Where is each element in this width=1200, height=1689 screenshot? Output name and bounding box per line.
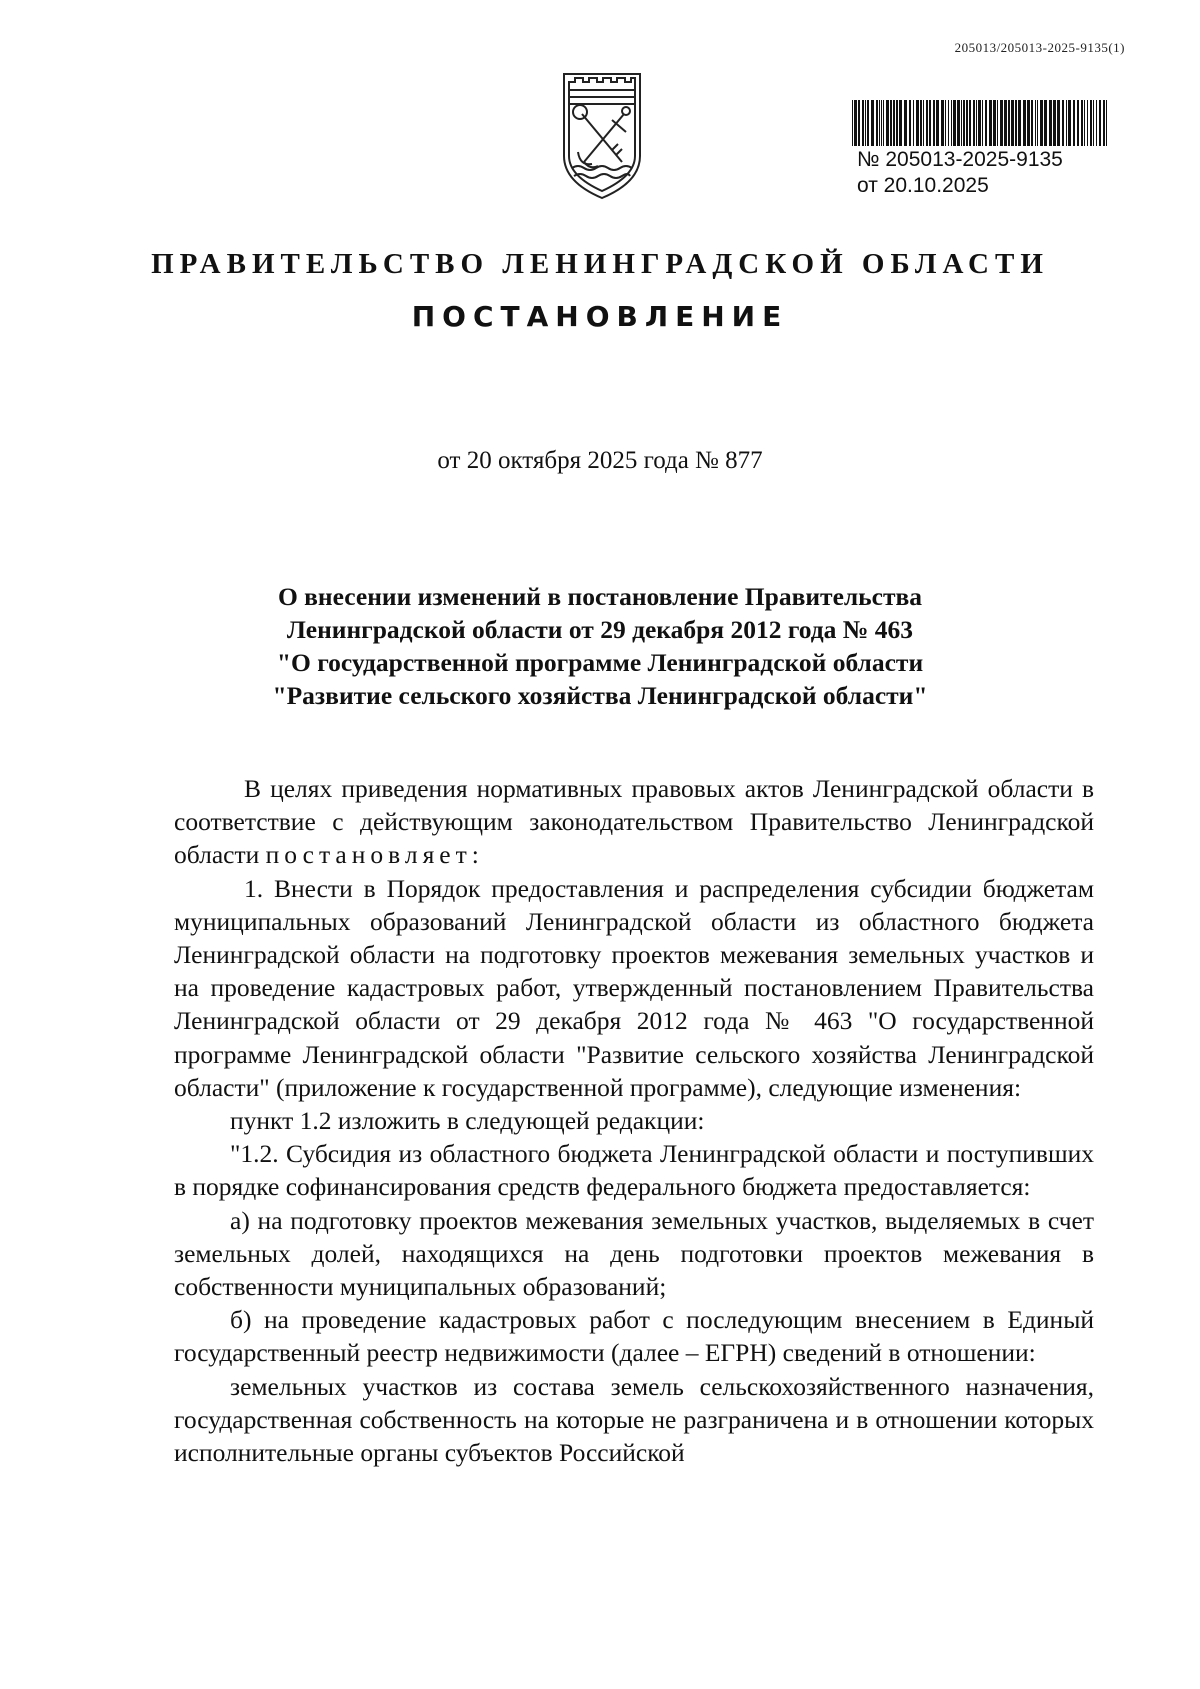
barcode-bar (985, 100, 987, 146)
barcode-bar (1073, 100, 1075, 146)
document-type: ПОСТАНОВЛЕНИЕ (411, 300, 789, 333)
barcode-bar (961, 100, 962, 146)
barcode-bar (963, 100, 965, 146)
barcode-bar (904, 100, 907, 146)
subject-line: Ленинградской области от 29 декабря 2012 года № 463 (286, 615, 914, 644)
barcode-bar (1084, 100, 1085, 146)
barcode-bar (916, 100, 919, 146)
barcode-bar (893, 100, 895, 146)
barcode-bar (989, 100, 992, 146)
barcode-bar (1093, 100, 1094, 146)
subject-line: "Развитие сельского хозяйства Ленинградской области" (272, 681, 928, 710)
barcode-bar (953, 100, 956, 146)
barcode-bar (948, 100, 949, 146)
barcode-bar (1081, 100, 1083, 146)
clause-b-1-paragraph: земельных участков из состава земель сельскохозяйственного назначения, государственная собственность на которые не разграничена и в отношении которых исполнительные органы субъектов Российской (174, 1371, 1094, 1468)
barcode-bar (913, 100, 914, 146)
clause-b-paragraph: б) на проведение кадастровых работ с последующим внесением в Единый государственный реестр недвижимости (далее – ЕГРН) сведений в отношении: (174, 1305, 1094, 1368)
barcode-bar (1062, 100, 1064, 146)
barcode-icon (850, 100, 1112, 146)
barcode-bar (1011, 100, 1014, 146)
barcode-bar (881, 100, 882, 146)
registration-date: от 20.10.2025 (857, 174, 989, 197)
barcode-bar (1044, 100, 1047, 146)
barcode-bar (1015, 100, 1017, 146)
preamble-text: В целях приведения нормативных правовых актов Ленинградской области в соответствие с действующим законодательством Правительство Ленинградской области (174, 774, 1094, 870)
document-body (174, 772, 1094, 1469)
barcode-bar (941, 100, 944, 146)
barcode-bar (997, 100, 998, 146)
barcode-bar (876, 100, 878, 146)
barcode-bar (852, 100, 853, 146)
barcode-bar (865, 100, 866, 146)
barcode-bar (1000, 100, 1003, 146)
barcode-bar (966, 100, 968, 146)
barcode-bar (1066, 100, 1067, 146)
registration-id: 205013/205013-2025-9135(1) (954, 40, 1125, 55)
barcode-bar (899, 100, 902, 146)
subject-line: "О государственной программе Ленинградской области (276, 648, 924, 677)
barcode-bar (1106, 100, 1107, 146)
coat-of-arms-icon (560, 70, 644, 204)
barcode-bar (1018, 100, 1021, 146)
barcode-bar (1008, 100, 1010, 146)
barcode-bar (858, 100, 860, 146)
barcode-bar (969, 100, 971, 146)
barcode-bar (871, 100, 874, 146)
barcode-bar (1031, 100, 1033, 146)
barcode-bar (862, 100, 864, 146)
barcode-bar (926, 100, 928, 146)
clause-1-2-paragraph: "1.2. Субсидия из областного бюджета Ленинградской области и поступивших в порядке софинансирования средств федерального бюджета предоставляется: (174, 1139, 1094, 1202)
barcode-bar (1053, 100, 1056, 146)
barcode-bar (1035, 100, 1036, 146)
barcode-bar (923, 100, 924, 146)
document-date-number: от 20 октября 2025 года № 877 (437, 447, 763, 474)
barcode-bar (1087, 100, 1088, 146)
preamble-verb: постановляет: (265, 840, 484, 870)
barcode-bar (936, 100, 939, 146)
subject-line: О внесении изменений в постановление Правительства (277, 582, 923, 611)
barcode-bar (978, 100, 981, 146)
barcode-bar (886, 100, 889, 146)
barcode-bar (957, 100, 960, 146)
barcode-bar (982, 100, 983, 146)
barcode-bar (1057, 100, 1060, 146)
barcode-bar (929, 100, 931, 146)
item-1-sub-paragraph: пункт 1.2 изложить в следующей редакции: (230, 1106, 705, 1136)
barcode-bar (1037, 100, 1038, 146)
barcode-bar (973, 100, 975, 146)
barcode-bar (879, 100, 880, 146)
document-subject (120, 580, 1080, 712)
barcode-bar (1049, 100, 1052, 146)
barcode-bar (1077, 100, 1079, 146)
barcode-bar (909, 100, 911, 146)
barcode-bar (993, 100, 996, 146)
barcode-bar (951, 100, 952, 146)
barcode-bar (890, 100, 892, 146)
barcode-bar (1023, 100, 1026, 146)
barcode-bar (1004, 100, 1007, 146)
registration-number: № 205013-2025-9135 (857, 148, 1063, 171)
barcode-bar (1027, 100, 1030, 146)
barcode-bar (896, 100, 898, 146)
preamble-paragraph (174, 772, 1094, 872)
clause-a-paragraph: а) на подготовку проектов межевания земельных участков, выделяемых в счет земельных долей, находящихся на день подготовки проектов межевания в собственности муниципальных образований; (174, 1205, 1094, 1302)
barcode-bar (1096, 100, 1097, 146)
barcode-bar (933, 100, 935, 146)
item-1-paragraph: 1. Внести в Порядок предоставления и распределения субсидии бюджетам муниципальных образований Ленинградской области из областного бюджета Ленинградской области на подготовку проектов межевания земельных участков и на проведение кадастровых работ, утвержденный постановлением Правительства Ленинградской области от 29 декабря 2012 года № 463 "О государственной программе Ленинградской области "Развитие сельского хозяйства Ленинградской области" (приложение к государственной программе), следующие изменения: (174, 873, 1094, 1102)
authority-title: ПРАВИТЕЛЬСТВО ЛЕНИНГРАДСКОЙ ОБЛАСТИ (151, 248, 1049, 280)
barcode-bar (1099, 100, 1101, 146)
barcode-bar (976, 100, 977, 146)
barcode-bar (1103, 100, 1105, 146)
barcode-bar (854, 100, 857, 146)
barcode-bar (945, 100, 946, 146)
barcode-bar (1090, 100, 1092, 146)
barcode-bar (883, 100, 884, 146)
barcode-bar (1068, 100, 1071, 146)
barcode-bar (920, 100, 922, 146)
barcode-bar (867, 100, 869, 146)
barcode-bar (1040, 100, 1043, 146)
